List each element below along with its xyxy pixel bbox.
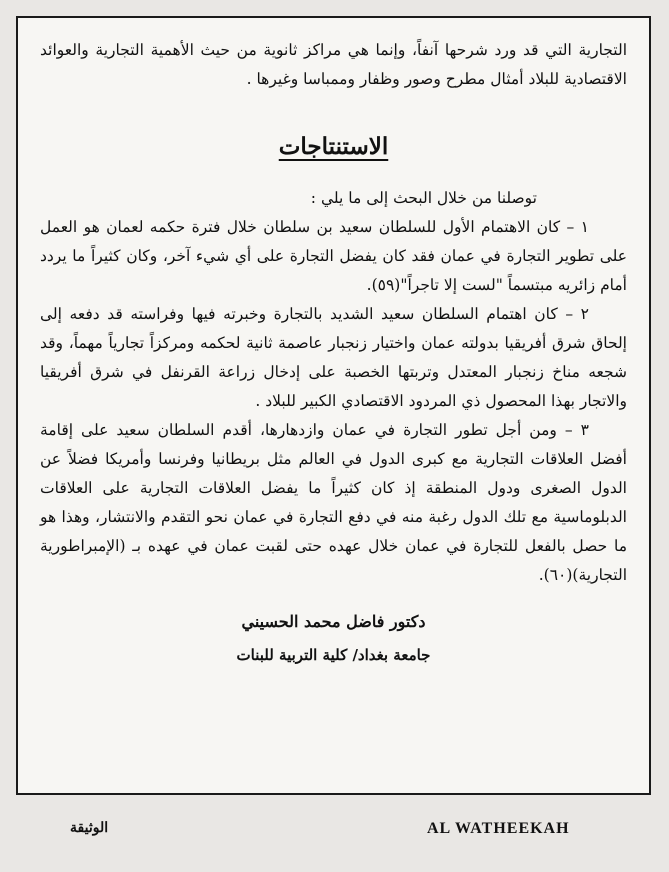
conclusion-item-3: ٣ – ومن أجل تطور التجارة في عمان وازدهارها، أقدم السلطان سعيد على إقامة أفضل العلاقات التجارية مع كبرى الدول في العالم مثل بريطانيا وفرنسا وأمريكا فضلاً عن الدول الصغرى ودول المنطقة إذ كان كثيراً ما يفضل العلاقات التجارية على العلاقات الدبلوماسية مع تلك الدول رغبة منه في دفع التجارة في عمان نحو التقدم والانتشار، وهذا هو ما حصل بالفعل للتجارة في عمان خلال عهده حتى لقبت عمان في عهده بـ (الإمبراطورية التجارية)(٦٠). <box>40 421 627 584</box>
conclusions-intro: توصلنا من خلال البحث إلى ما يلي : <box>310 189 537 207</box>
journal-title-arabic: الوثيقة <box>70 820 109 836</box>
author-name: دكتور فاضل محمد الحسيني <box>241 612 426 631</box>
opening-paragraph: التجارية التي قد ورد شرحها آنفاً، وإنما هي مراكز ثانوية من حيث الأهمية التجارية والعوائد الاقتصادية للبلاد أمثال مطرح وصور وظفار وممباسا وغيرها . <box>40 41 627 88</box>
signature-block <box>40 608 627 670</box>
conclusion-item-1: ١ – كان الاهتمام الأول للسلطان سعيد بن سلطان خلال فترة حكمه لعمان هو العمل على تطوير التجارة في عمان فقد كان يفضل التجارة على أي شيء آخر، وكان كثيراً ما يردد أمام زائريه مبتسماً "لست إلا تاجراً"(٥٩). <box>40 218 627 294</box>
conclusion-item-2: ٢ – كان اهتمام السلطان سعيد الشديد بالتجارة وخبرته فيها وفراسته قد دفعه إلى إلحاق شرق أفريقيا بدولته عمان واختيار زنجبار عاصمة ثانية لحكمه ومركزاً تجارياً مهماً، وقد شجعه مناخ زنجبار المعتدل وتربتها الخصبة على إدخال زراعة القرنفل في شرق أفريقيا والاتجار بهذا المحصول ذي المردود الاقتصادي الكبير للبلاد . <box>40 305 627 410</box>
journal-title-latin: AL WATHEEKAH <box>427 820 570 837</box>
page-frame <box>16 16 651 795</box>
section-heading: الاستنتاجات <box>278 133 389 160</box>
author-affiliation: جامعة بغداد/ كلية التربية للبنات <box>236 646 431 664</box>
article-body <box>40 36 627 670</box>
